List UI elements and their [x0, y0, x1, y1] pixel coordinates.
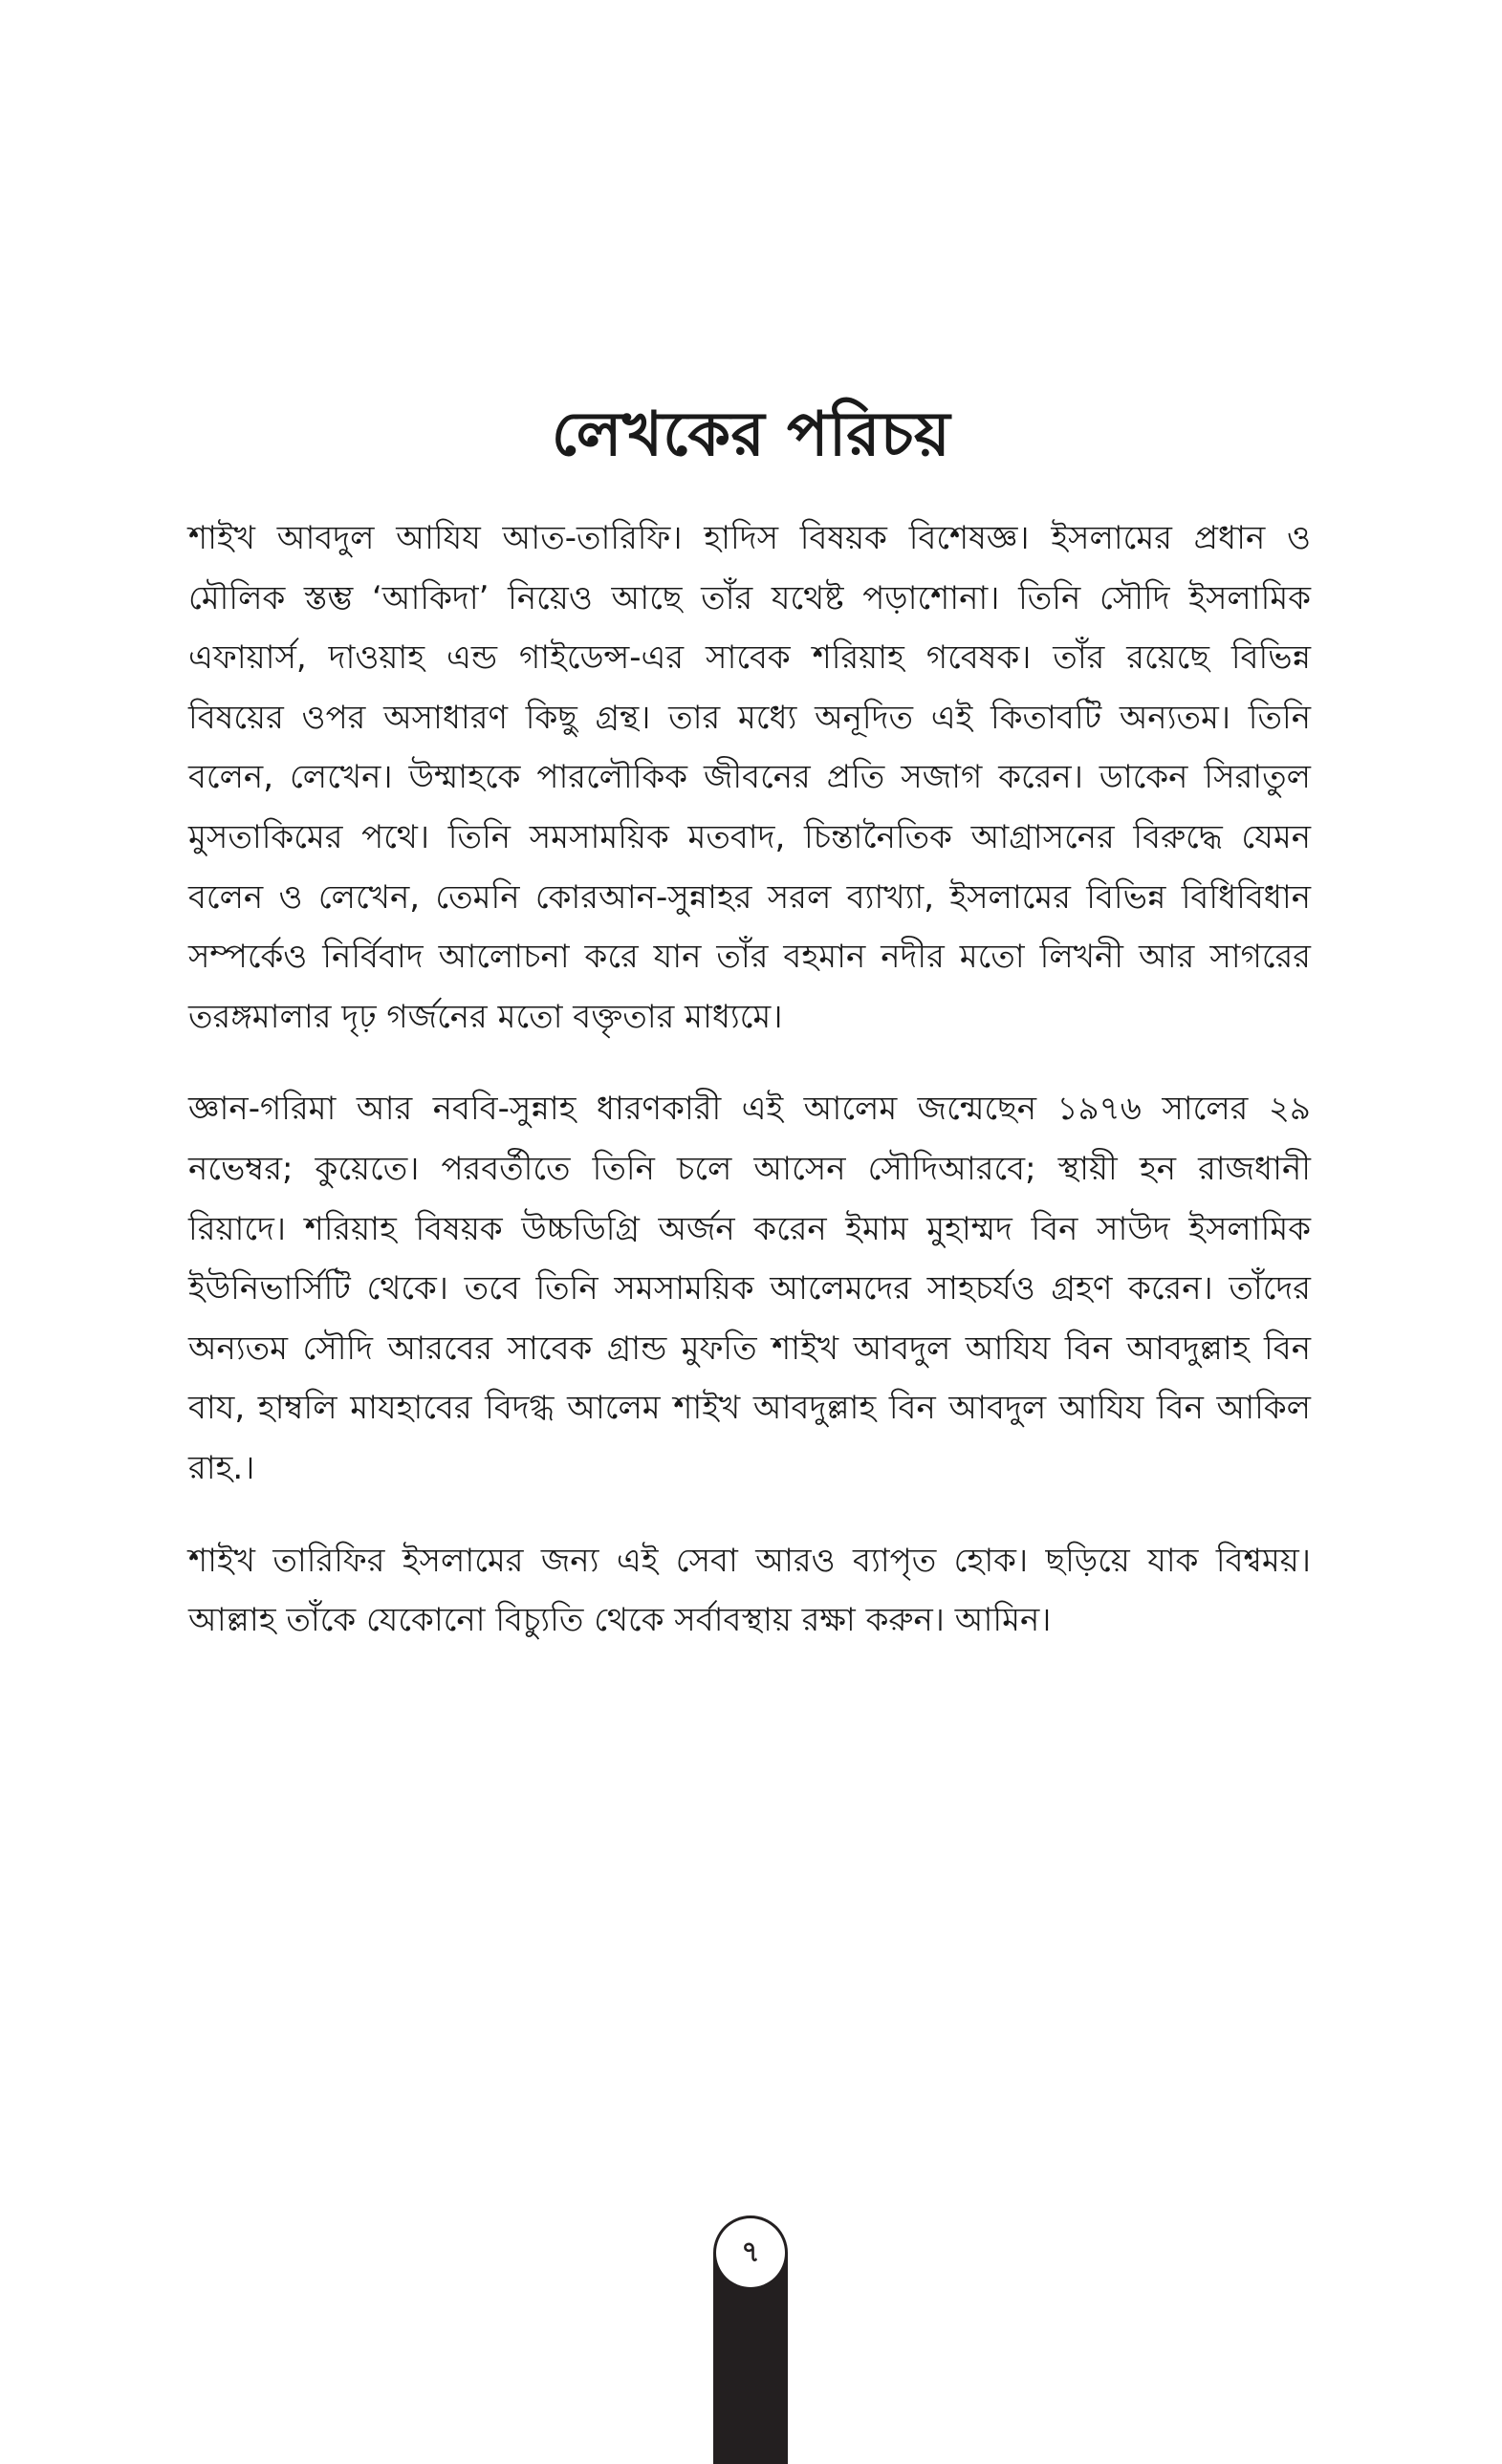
page-number: ৭ [716, 2218, 785, 2287]
page-title: লেখকের পরিচয় [551, 400, 951, 470]
paragraph-biography: জ্ঞান-গরিমা আর নববি-সুন্নাহ ধারণকারী এই আলেম জন্মেছেন ১৯৭৬ সালের ২৯ নভেম্বর; কুয়েতে। পরবর্তীতে তিনি চলে আসেন সৌদিআরবে; স্থায়ী হন রাজধানী রিয়াদে। শরিয়াহ বিষয়ক উচ্চডিগ্রি অর্জন করেন ইমাম মুহাম্মদ বিন সাউদ ইসলামিক ইউনিভার্সিটি থেকে। তবে তিনি সমসাময়িক আলেমদের সাহচর্যও গ্রহণ করেন। তাঁদের অন্যতম সৌদি আরবের সাবেক গ্রান্ড মুফতি শাইখ আবদুল আযিয বিন আবদুল্লাহ বিন বায, হাম্বলি মাযহাবের বিদগ্ধ আলেম শাইখ আবদুল্লাহ বিন আবদুল আযিয বিন আকিল রাহ.। [188, 1090, 1311, 1487]
paragraph-prayer: শাইখ তারিফির ইসলামের জন্য এই সেবা আরও ব্যাপৃত হোক। ছড়িয়ে যাক বিশ্বময়। আল্লাহ তাঁকে যেকোনো বিচ্যুতি থেকে সর্বাবস্থায় রক্ষা করুন। আমিন। [188, 1541, 1311, 1640]
body-text [188, 508, 1311, 1651]
paragraph-intro: শাইখ আবদুল আযিয আত-তারিফি। হাদিস বিষয়ক বিশেষজ্ঞ। ইসলামের প্রধান ও মৌলিক স্তম্ভ ‘আকিদা’ নিয়েও আছে তাঁর যথেষ্ট পড়াশোনা। তিনি সৌদি ইসলামিক এফায়ার্স, দাওয়াহ এন্ড গাইডেন্স-এর সাবেক শরিয়াহ গবেষক। তাঁর রয়েছে বিভিন্ন বিষয়ের ওপর অসাধারণ কিছু গ্রন্থ। তার মধ্যে অনূদিত এই কিতাবটি অন্যতম। তিনি বলেন, লেখেন। উম্মাহকে পারলৌকিক জীবনের প্রতি সজাগ করেন। ডাকেন সিরাতুল মুসতাকিমের পথে। তিনি সমসাময়িক মতবাদ, চিন্তানৈতিক আগ্রাসনের বিরুদ্ধে যেমন বলেন ও লেখেন, তেমনি কোরআন-সুন্নাহর সরল ব্যাখ্যা, ইসলামের বিভিন্ন বিধিবিধান সম্পর্কেও নির্বিবাদ আলোচনা করে যান তাঁর বহমান নদীর মতো লিখনী আর সাগরের তরঙ্গমালার দৃঢ় গর্জনের মতো বক্তৃতার মাধ্যমে। [188, 519, 1311, 1036]
